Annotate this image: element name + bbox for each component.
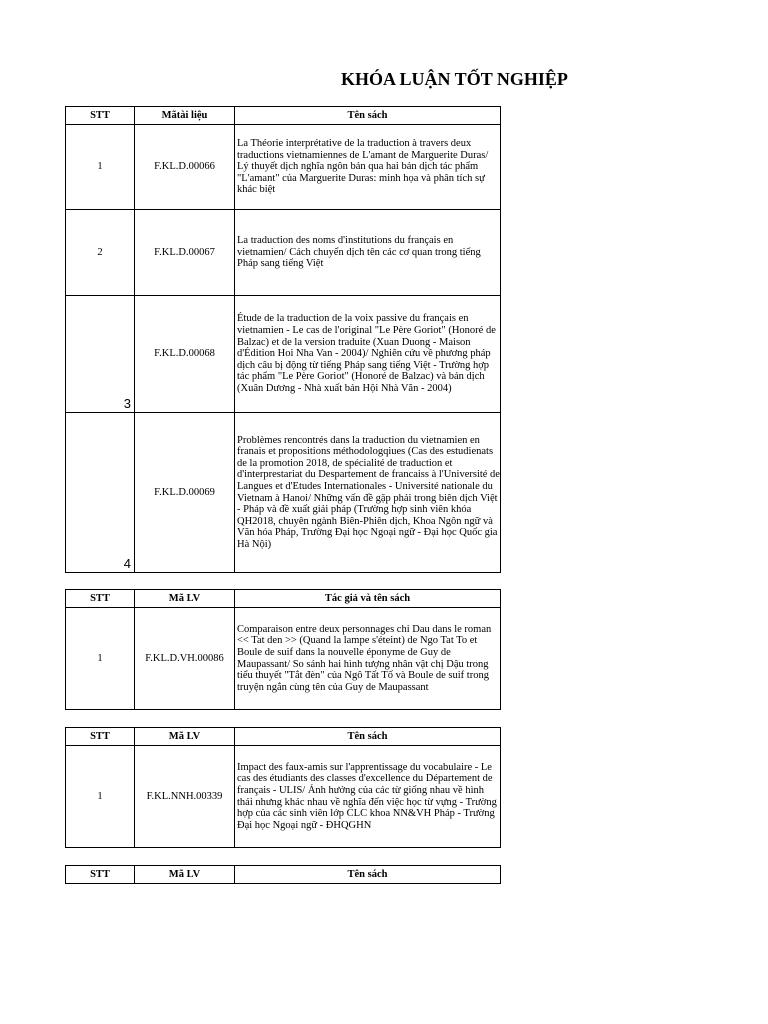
- header-title: Tên sách: [235, 728, 501, 746]
- thesis-table-4: [65, 865, 501, 884]
- row-code: F.KL.D.VH.00086: [135, 608, 235, 710]
- header-stt: STT: [66, 590, 135, 608]
- table-row: [66, 608, 501, 710]
- table-row: [66, 125, 501, 210]
- header-code: Mã LV: [135, 728, 235, 746]
- row-title: La Théorie interprétative de la traduction à travers deux traductions vietnamiennes de L'amant de Marguerite Duras/ Lý thuyết dịch nghĩa ngôn bản qua hai bản dịch tác phẩm "L'amant" của Marguerite Duras: minh họa và phân tích sự khác biệt: [235, 125, 501, 210]
- header-title: Tên sách: [235, 107, 501, 125]
- header-title: Tác giả và tên sách: [235, 590, 501, 608]
- table-header-row: [66, 590, 501, 608]
- row-stt: 1: [66, 746, 135, 848]
- row-stt: [66, 413, 135, 573]
- header-code: Mã LV: [135, 590, 235, 608]
- table-header-row: [66, 866, 501, 884]
- row-code: F.KL.D.00067: [135, 210, 235, 296]
- table-row: [66, 296, 501, 413]
- header-title: Tên sách: [235, 866, 501, 884]
- table-row: [66, 413, 501, 573]
- row-title: Étude de la traduction de la voix passive du français en vietnamien - Le cas de l'original "Le Père Goriot" (Honoré de Balzac) et de la version traduite (Xuan Duong - Maison d'Édition Hoi Nha Van - 2004)/ Nghiên cứu về phương pháp dịch câu bị động từ tiếng Pháp sang tiếng Việt - Trường hợp tác phẩm "Le Père Goriot" (Honoré de Balzac) và bản dịch (Xuân Dương - Nhà xuất bản Hội Nhà Văn - 2004): [235, 296, 501, 413]
- row-title: La traduction des noms d'institutions du français en vietnamien/ Cách chuyển dịch tên các cơ quan trong tiếng Pháp sang tiếng Việt: [235, 210, 501, 296]
- row-title: Problèmes rencontrés dans la traduction du vietnamien en franais et propositions méthodologqiues (Cas des estudienats de la promotion 2018, de spécialité de traduction et d'interprestariat du Despartement de francaiss à l'Université de Langues et d'Etudes Internationales - Université nationale du Vietnam à Hanoi/ Những vấn đề gặp phải trong biên dịch Việt - Pháp và đề xuất giải pháp (Trường hợp sinh viên khóa QH2018, chuyên ngành Biên-Phiên dịch, Khoa Ngôn ngữ và Văn hóa Pháp, Trường Đại học Ngoại ngữ - Đại học Quốc gia Hà Nội): [235, 413, 501, 573]
- header-code: Mãtài liệu: [135, 107, 235, 125]
- header-stt: STT: [66, 866, 135, 884]
- header-stt: STT: [66, 107, 135, 125]
- table-header-row: [66, 107, 501, 125]
- row-stt: 1: [66, 125, 135, 210]
- header-code: Mã LV: [135, 866, 235, 884]
- row-code: F.KL.D.00069: [135, 413, 235, 573]
- row-number-mark: 3: [123, 396, 131, 411]
- row-title: Impact des faux-amis sur l'apprentissage du vocabulaire - Le cas des étudiants des classes d'excellence du Département de français - ULIS/ Ảnh hưởng của các từ giống nhau về hình thái nhưng khác nhau về nghĩa đến việc học từ vựng - Trường hợp của các sinh viên lớp CLC khoa NN&VH Pháp - Trường Đại học Ngoại ngữ - ĐHQGHN: [235, 746, 501, 848]
- thesis-table-2: [65, 589, 501, 710]
- row-code: F.KL.NNH.00339: [135, 746, 235, 848]
- row-number-mark: 4: [123, 556, 131, 571]
- row-stt: 1: [66, 608, 135, 710]
- row-code: F.KL.D.00068: [135, 296, 235, 413]
- table-row: [66, 210, 501, 296]
- row-code: F.KL.D.00066: [135, 125, 235, 210]
- row-stt: 2: [66, 210, 135, 296]
- page-title: KHÓA LUẬN TỐT NGHIỆP: [341, 69, 568, 89]
- table-header-row: [66, 728, 501, 746]
- thesis-table-3: [65, 727, 501, 848]
- header-stt: STT: [66, 728, 135, 746]
- row-stt: [66, 296, 135, 413]
- thesis-table-1: [65, 106, 501, 573]
- row-title: Comparaison entre deux personnages chi Dau dans le roman << Tat den >> (Quand la lampe s'éteint) de Ngo Tat To et Boule de suif dans la nouvelle éponyme de Guy de Maupassant/ So sánh hai hình tượng nhân vật chị Dậu trong tiểu thuyết "Tắt đèn" của Ngô Tất Tố và Boule de suif trong truyện ngắn cùng tên của Guy de Maupassant: [235, 608, 501, 710]
- table-row: [66, 746, 501, 848]
